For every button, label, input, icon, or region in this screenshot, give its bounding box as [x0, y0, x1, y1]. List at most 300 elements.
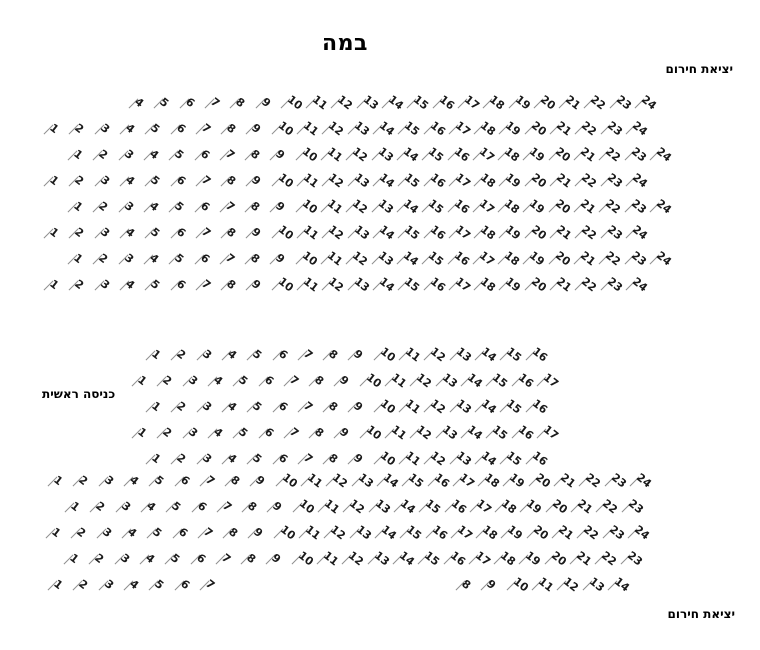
seat-top-row5-18[interactable]	[496, 196, 523, 217]
seat-middle-row4-3[interactable]	[181, 426, 206, 442]
seat-top-row5-8[interactable]	[243, 200, 268, 216]
seat-top-row2-23[interactable]	[599, 118, 625, 139]
seat-top-row2-22[interactable]	[573, 118, 600, 139]
seat-top-row4-7[interactable]	[194, 174, 219, 190]
seat-middle-row3-1[interactable]	[144, 400, 169, 416]
seat-top-row2-11[interactable]	[295, 118, 321, 139]
seat-top-row8-16[interactable]	[422, 274, 448, 295]
seat-top-row4-4[interactable]	[118, 174, 143, 190]
seat-bottom-row3-24[interactable]	[626, 522, 652, 543]
seat-bottom-row1-9[interactable]	[248, 474, 273, 490]
seat-bottom-row4-5[interactable]	[163, 552, 188, 568]
seat-top-row4-1[interactable]	[42, 174, 67, 190]
seat-middle-row5-15[interactable]	[498, 448, 525, 469]
seat-middle-row5-12[interactable]	[422, 448, 449, 469]
seat-middle-row2-17[interactable]	[535, 370, 561, 391]
seat-middle-row5-3[interactable]	[195, 452, 220, 468]
seat-top-row3-6[interactable]	[193, 148, 218, 164]
seat-middle-row3-6[interactable]	[271, 400, 296, 416]
seat-bottom-row3-12[interactable]	[322, 522, 349, 543]
seat-top-row2-9[interactable]	[244, 122, 269, 138]
seat-top-row3-21[interactable]	[572, 144, 598, 165]
seat-middle-row3-11[interactable]	[397, 396, 423, 417]
seat-middle-row1-11[interactable]	[397, 344, 423, 365]
seat-middle-row5-9[interactable]	[346, 452, 371, 468]
seat-middle-row2-4[interactable]	[206, 374, 231, 390]
seat-bottom-row4-4[interactable]	[138, 552, 163, 568]
seat-bottom-row2-13[interactable]	[367, 496, 393, 517]
seat-top-row2-13[interactable]	[346, 118, 372, 139]
seat-middle-row2-15[interactable]	[484, 370, 511, 391]
seat-bottom-row4-15[interactable]	[416, 548, 443, 569]
seat-bottom-row4-7[interactable]	[214, 552, 239, 568]
seat-top-row1-10[interactable]	[279, 92, 305, 113]
seat-top-row3-3[interactable]	[117, 148, 142, 164]
seat-top-row5-10[interactable]	[294, 196, 320, 217]
seat-bottom-row4-6[interactable]	[189, 552, 214, 568]
seat-top-row6-7[interactable]	[194, 226, 219, 242]
seat-top-row8-10[interactable]	[270, 274, 296, 295]
seat-bottom-row1-13[interactable]	[350, 470, 376, 491]
seat-top-row8-19[interactable]	[497, 274, 524, 295]
seat-top-row3-22[interactable]	[597, 144, 624, 165]
seat-top-row5-3[interactable]	[117, 200, 142, 216]
seat-top-row4-24[interactable]	[624, 170, 650, 191]
seat-bottom-row1-11[interactable]	[299, 470, 325, 491]
seat-top-row4-13[interactable]	[346, 170, 372, 191]
seat-top-row3-13[interactable]	[370, 144, 396, 165]
seat-top-row6-19[interactable]	[497, 222, 524, 243]
seat-bottom-row4-19[interactable]	[517, 548, 544, 569]
seat-top-row6-20[interactable]	[523, 222, 549, 243]
seat-top-row7-24[interactable]	[648, 248, 674, 269]
seat-bottom-row4-17[interactable]	[467, 548, 493, 569]
seat-top-row6-6[interactable]	[169, 226, 194, 242]
seat-top-row4-17[interactable]	[447, 170, 473, 191]
seat-bottom-row2-1[interactable]	[63, 500, 88, 516]
seat-top-row8-13[interactable]	[346, 274, 372, 295]
seat-middle-row2-5[interactable]	[231, 374, 256, 390]
seat-bottom-row5-2[interactable]	[71, 578, 96, 594]
seat-top-row6-22[interactable]	[573, 222, 600, 243]
seat-top-row7-15[interactable]	[420, 248, 447, 269]
seat-top-row4-14[interactable]	[371, 170, 397, 191]
seat-top-row8-3[interactable]	[93, 278, 118, 294]
seat-top-row2-16[interactable]	[422, 118, 448, 139]
seat-top-row6-13[interactable]	[346, 222, 372, 243]
seat-top-row4-19[interactable]	[497, 170, 524, 191]
seat-bottom-row1-14[interactable]	[375, 470, 401, 491]
seat-top-row1-8[interactable]	[228, 96, 253, 112]
seat-bottom-row2-3[interactable]	[114, 500, 139, 516]
seat-top-row7-7[interactable]	[218, 252, 243, 268]
seat-middle-row3-7[interactable]	[296, 400, 321, 416]
seat-middle-row5-2[interactable]	[169, 452, 194, 468]
seat-bottom-row5-10[interactable]	[505, 574, 531, 595]
seat-top-row3-14[interactable]	[395, 144, 421, 165]
seat-top-row3-8[interactable]	[243, 148, 268, 164]
seat-bottom-row1-17[interactable]	[451, 470, 477, 491]
seat-bottom-row1-3[interactable]	[97, 474, 122, 490]
seat-middle-row2-13[interactable]	[434, 370, 460, 391]
seat-top-row3-10[interactable]	[294, 144, 320, 165]
seat-top-row7-6[interactable]	[193, 252, 218, 268]
seat-top-row6-24[interactable]	[624, 222, 650, 243]
seat-middle-row4-2[interactable]	[155, 426, 180, 442]
seat-bottom-row5-13[interactable]	[581, 574, 607, 595]
seat-middle-row3-14[interactable]	[473, 396, 499, 417]
seat-bottom-row4-16[interactable]	[442, 548, 468, 569]
seat-middle-row2-9[interactable]	[332, 374, 357, 390]
seat-bottom-row3-3[interactable]	[95, 526, 120, 542]
seat-top-row3-23[interactable]	[623, 144, 649, 165]
seat-top-row2-15[interactable]	[396, 118, 423, 139]
seat-top-row4-10[interactable]	[270, 170, 296, 191]
seat-bottom-row2-6[interactable]	[190, 500, 215, 516]
seat-middle-row2-8[interactable]	[307, 374, 332, 390]
seat-bottom-row2-10[interactable]	[291, 496, 317, 517]
seat-bottom-row2-11[interactable]	[316, 496, 342, 517]
seat-bottom-row4-21[interactable]	[568, 548, 594, 569]
seat-middle-row2-2[interactable]	[155, 374, 180, 390]
seat-top-row7-20[interactable]	[547, 248, 573, 269]
seat-top-row1-24[interactable]	[633, 92, 659, 113]
seat-top-row7-17[interactable]	[471, 248, 497, 269]
seat-middle-row1-14[interactable]	[473, 344, 499, 365]
seat-bottom-row5-5[interactable]	[147, 578, 172, 594]
seat-top-row2-21[interactable]	[548, 118, 574, 139]
seat-top-row6-17[interactable]	[447, 222, 473, 243]
seat-top-row3-15[interactable]	[420, 144, 447, 165]
seat-bottom-row4-23[interactable]	[619, 548, 645, 569]
seat-bottom-row1-15[interactable]	[400, 470, 427, 491]
seat-bottom-row3-23[interactable]	[601, 522, 627, 543]
seat-bottom-row2-7[interactable]	[215, 500, 240, 516]
seat-middle-row1-9[interactable]	[346, 348, 371, 364]
seat-bottom-row4-9[interactable]	[264, 552, 289, 568]
seat-middle-row1-15[interactable]	[498, 344, 525, 365]
seat-bottom-row1-23[interactable]	[603, 470, 629, 491]
seat-bottom-row5-3[interactable]	[97, 578, 122, 594]
seat-bottom-row3-1[interactable]	[44, 526, 69, 542]
seat-top-row6-18[interactable]	[472, 222, 499, 243]
seat-bottom-row3-20[interactable]	[525, 522, 551, 543]
seat-top-row2-4[interactable]	[118, 122, 143, 138]
seat-top-row7-1[interactable]	[66, 252, 91, 268]
seat-bottom-row2-19[interactable]	[518, 496, 545, 517]
seat-bottom-row3-17[interactable]	[449, 522, 475, 543]
seat-middle-row3-2[interactable]	[169, 400, 194, 416]
seat-top-row4-2[interactable]	[67, 174, 92, 190]
seat-top-row5-1[interactable]	[66, 200, 91, 216]
seat-top-row4-16[interactable]	[422, 170, 448, 191]
seat-middle-row5-6[interactable]	[271, 452, 296, 468]
seat-bottom-row3-15[interactable]	[398, 522, 425, 543]
seat-bottom-row4-2[interactable]	[87, 552, 112, 568]
seat-top-row1-7[interactable]	[203, 96, 228, 112]
seat-top-row1-20[interactable]	[532, 92, 558, 113]
seat-bottom-row1-4[interactable]	[122, 474, 147, 490]
seat-bottom-row3-14[interactable]	[373, 522, 399, 543]
seat-middle-row4-8[interactable]	[307, 426, 332, 442]
seat-top-row8-12[interactable]	[320, 274, 347, 295]
seat-top-row3-5[interactable]	[167, 148, 192, 164]
seat-bottom-row2-17[interactable]	[468, 496, 494, 517]
seat-top-row1-18[interactable]	[481, 92, 508, 113]
seat-top-row7-16[interactable]	[446, 248, 472, 269]
seat-middle-row3-8[interactable]	[321, 400, 346, 416]
seat-middle-row2-12[interactable]	[408, 370, 435, 391]
seat-bottom-row1-5[interactable]	[147, 474, 172, 490]
seat-bottom-row5-9[interactable]	[479, 578, 504, 594]
seat-middle-row1-10[interactable]	[372, 344, 398, 365]
seat-top-row6-10[interactable]	[270, 222, 296, 243]
seat-middle-row5-10[interactable]	[372, 448, 398, 469]
seat-top-row6-9[interactable]	[244, 226, 269, 242]
seat-bottom-row3-2[interactable]	[69, 526, 94, 542]
seat-top-row1-11[interactable]	[304, 92, 331, 113]
seat-top-row2-6[interactable]	[169, 122, 194, 138]
seat-top-row3-17[interactable]	[471, 144, 497, 165]
seat-top-row1-9[interactable]	[254, 96, 279, 112]
seat-top-row6-14[interactable]	[371, 222, 397, 243]
seat-top-row8-9[interactable]	[244, 278, 269, 294]
seat-top-row3-24[interactable]	[648, 144, 674, 165]
seat-bottom-row2-16[interactable]	[443, 496, 469, 517]
seat-bottom-row2-21[interactable]	[569, 496, 595, 517]
seat-middle-row5-4[interactable]	[220, 452, 245, 468]
seat-middle-row5-7[interactable]	[296, 452, 321, 468]
seat-top-row7-13[interactable]	[370, 248, 396, 269]
seat-middle-row4-11[interactable]	[383, 422, 409, 443]
seat-top-row4-6[interactable]	[169, 174, 194, 190]
seat-bottom-row5-1[interactable]	[46, 578, 71, 594]
seat-bottom-row3-7[interactable]	[196, 526, 221, 542]
seat-bottom-row3-21[interactable]	[550, 522, 576, 543]
seat-middle-row5-16[interactable]	[524, 448, 550, 469]
seat-top-row7-9[interactable]	[268, 252, 293, 268]
seat-bottom-row3-13[interactable]	[348, 522, 374, 543]
seat-middle-row4-17[interactable]	[535, 422, 561, 443]
seat-top-row5-14[interactable]	[395, 196, 421, 217]
seat-top-row8-21[interactable]	[548, 274, 574, 295]
seat-middle-row3-9[interactable]	[346, 400, 371, 416]
seat-top-row1-12[interactable]	[329, 92, 356, 113]
seat-bottom-row4-20[interactable]	[543, 548, 569, 569]
seat-middle-row2-11[interactable]	[383, 370, 409, 391]
seat-middle-row1-8[interactable]	[321, 348, 346, 364]
seat-top-row8-20[interactable]	[523, 274, 549, 295]
seat-top-row2-12[interactable]	[320, 118, 347, 139]
seat-top-row5-2[interactable]	[91, 200, 116, 216]
seat-bottom-row5-6[interactable]	[173, 578, 198, 594]
seat-middle-row4-13[interactable]	[434, 422, 460, 443]
seat-top-row5-6[interactable]	[193, 200, 218, 216]
seat-top-row3-18[interactable]	[496, 144, 523, 165]
seat-top-row7-10[interactable]	[294, 248, 320, 269]
seat-top-row5-19[interactable]	[521, 196, 548, 217]
seat-middle-row4-4[interactable]	[206, 426, 231, 442]
seat-top-row1-4[interactable]	[127, 96, 152, 112]
seat-top-row6-12[interactable]	[320, 222, 347, 243]
seat-top-row3-20[interactable]	[547, 144, 573, 165]
seat-top-row3-11[interactable]	[319, 144, 345, 165]
seat-bottom-row2-5[interactable]	[164, 500, 189, 516]
seat-middle-row1-2[interactable]	[169, 348, 194, 364]
seat-bottom-row1-20[interactable]	[527, 470, 553, 491]
seat-middle-row2-1[interactable]	[130, 374, 155, 390]
seat-top-row8-5[interactable]	[143, 278, 168, 294]
seat-top-row5-13[interactable]	[370, 196, 396, 217]
seat-top-row7-11[interactable]	[319, 248, 345, 269]
seat-top-row1-5[interactable]	[152, 96, 177, 112]
seat-bottom-row5-7[interactable]	[198, 578, 223, 594]
seat-top-row8-23[interactable]	[599, 274, 625, 295]
seat-top-row3-4[interactable]	[142, 148, 167, 164]
seat-middle-row1-3[interactable]	[195, 348, 220, 364]
seat-middle-row1-7[interactable]	[296, 348, 321, 364]
seat-top-row8-15[interactable]	[396, 274, 423, 295]
seat-top-row8-8[interactable]	[219, 278, 244, 294]
seat-top-row5-16[interactable]	[446, 196, 472, 217]
seat-bottom-row4-14[interactable]	[391, 548, 417, 569]
seat-middle-row2-3[interactable]	[181, 374, 206, 390]
seat-bottom-row1-1[interactable]	[46, 474, 71, 490]
seat-top-row6-4[interactable]	[118, 226, 143, 242]
seat-top-row5-24[interactable]	[648, 196, 674, 217]
seat-top-row2-14[interactable]	[371, 118, 397, 139]
seat-middle-row1-6[interactable]	[271, 348, 296, 364]
seat-top-row2-2[interactable]	[67, 122, 92, 138]
seat-top-row5-22[interactable]	[597, 196, 624, 217]
seat-top-row7-22[interactable]	[597, 248, 624, 269]
seat-middle-row3-10[interactable]	[372, 396, 398, 417]
seat-bottom-row5-11[interactable]	[530, 574, 556, 595]
seat-top-row6-16[interactable]	[422, 222, 448, 243]
seat-bottom-row3-10[interactable]	[272, 522, 298, 543]
seat-top-row6-2[interactable]	[67, 226, 92, 242]
seat-bottom-row1-2[interactable]	[71, 474, 96, 490]
seat-middle-row3-5[interactable]	[245, 400, 270, 416]
seat-top-row6-5[interactable]	[143, 226, 168, 242]
seat-top-row7-21[interactable]	[572, 248, 598, 269]
seat-middle-row5-11[interactable]	[397, 448, 423, 469]
seat-middle-row3-3[interactable]	[195, 400, 220, 416]
seat-top-row7-8[interactable]	[243, 252, 268, 268]
seat-bottom-row2-20[interactable]	[544, 496, 570, 517]
seat-bottom-row3-5[interactable]	[145, 526, 170, 542]
seat-top-row4-8[interactable]	[219, 174, 244, 190]
seat-top-row8-4[interactable]	[118, 278, 143, 294]
seat-bottom-row4-8[interactable]	[239, 552, 264, 568]
seat-top-row2-19[interactable]	[497, 118, 524, 139]
seat-top-row2-8[interactable]	[219, 122, 244, 138]
seat-middle-row1-13[interactable]	[448, 344, 474, 365]
seat-middle-row4-10[interactable]	[358, 422, 384, 443]
seat-top-row1-14[interactable]	[380, 92, 406, 113]
seat-bottom-row2-9[interactable]	[265, 500, 290, 516]
seat-top-row1-16[interactable]	[431, 92, 457, 113]
seat-middle-row5-5[interactable]	[245, 452, 270, 468]
seat-middle-row4-12[interactable]	[408, 422, 435, 443]
seat-top-row7-14[interactable]	[395, 248, 421, 269]
seat-middle-row2-14[interactable]	[459, 370, 485, 391]
seat-top-row4-23[interactable]	[599, 170, 625, 191]
seat-bottom-row3-4[interactable]	[120, 526, 145, 542]
seat-top-row8-14[interactable]	[371, 274, 397, 295]
seat-top-row5-15[interactable]	[420, 196, 447, 217]
seat-bottom-row3-8[interactable]	[221, 526, 246, 542]
seat-bottom-row2-8[interactable]	[240, 500, 265, 516]
seat-top-row7-4[interactable]	[142, 252, 167, 268]
seat-top-row8-17[interactable]	[447, 274, 473, 295]
seat-bottom-row1-24[interactable]	[628, 470, 654, 491]
seat-middle-row1-4[interactable]	[220, 348, 245, 364]
seat-bottom-row3-11[interactable]	[297, 522, 323, 543]
seat-middle-row1-5[interactable]	[245, 348, 270, 364]
seat-top-row2-17[interactable]	[447, 118, 473, 139]
seat-top-row4-11[interactable]	[295, 170, 321, 191]
seat-bottom-row3-16[interactable]	[424, 522, 450, 543]
seat-top-row1-19[interactable]	[507, 92, 533, 113]
seat-top-row6-1[interactable]	[42, 226, 67, 242]
seat-bottom-row2-2[interactable]	[88, 500, 113, 516]
seat-top-row3-1[interactable]	[66, 148, 91, 164]
seat-top-row8-22[interactable]	[573, 274, 600, 295]
seat-bottom-row1-16[interactable]	[426, 470, 452, 491]
seat-bottom-row2-4[interactable]	[139, 500, 164, 516]
seat-top-row2-20[interactable]	[523, 118, 549, 139]
seat-top-row7-19[interactable]	[521, 248, 548, 269]
seat-bottom-row3-9[interactable]	[246, 526, 271, 542]
seat-middle-row3-13[interactable]	[448, 396, 474, 417]
seat-top-row2-1[interactable]	[42, 122, 67, 138]
seat-middle-row4-5[interactable]	[231, 426, 256, 442]
seat-middle-row1-1[interactable]	[144, 348, 169, 364]
seat-top-row3-16[interactable]	[446, 144, 472, 165]
seat-top-row7-5[interactable]	[167, 252, 192, 268]
seat-top-row3-9[interactable]	[268, 148, 293, 164]
seat-middle-row4-6[interactable]	[257, 426, 282, 442]
seat-bottom-row4-1[interactable]	[62, 552, 87, 568]
seat-top-row4-3[interactable]	[93, 174, 118, 190]
seat-top-row6-21[interactable]	[548, 222, 574, 243]
seat-bottom-row2-23[interactable]	[620, 496, 646, 517]
seat-bottom-row2-18[interactable]	[493, 496, 520, 517]
seat-middle-row1-12[interactable]	[422, 344, 449, 365]
seat-bottom-row1-19[interactable]	[501, 470, 528, 491]
seat-top-row8-18[interactable]	[472, 274, 499, 295]
seat-top-row3-19[interactable]	[521, 144, 548, 165]
seat-top-row5-17[interactable]	[471, 196, 497, 217]
seat-middle-row5-13[interactable]	[448, 448, 474, 469]
seat-top-row1-21[interactable]	[557, 92, 584, 113]
seat-middle-row3-15[interactable]	[498, 396, 525, 417]
seat-top-row8-1[interactable]	[42, 278, 67, 294]
seat-top-row1-22[interactable]	[582, 92, 609, 113]
seat-bottom-row1-18[interactable]	[476, 470, 503, 491]
seat-top-row4-12[interactable]	[320, 170, 347, 191]
seat-top-row3-7[interactable]	[218, 148, 243, 164]
seat-top-row2-3[interactable]	[93, 122, 118, 138]
seat-top-row1-15[interactable]	[405, 92, 432, 113]
seat-middle-row5-8[interactable]	[321, 452, 346, 468]
seat-bottom-row1-12[interactable]	[324, 470, 351, 491]
seat-bottom-row5-8[interactable]	[454, 578, 479, 594]
seat-middle-row3-4[interactable]	[220, 400, 245, 416]
seat-top-row1-23[interactable]	[608, 92, 634, 113]
seat-bottom-row4-12[interactable]	[340, 548, 367, 569]
